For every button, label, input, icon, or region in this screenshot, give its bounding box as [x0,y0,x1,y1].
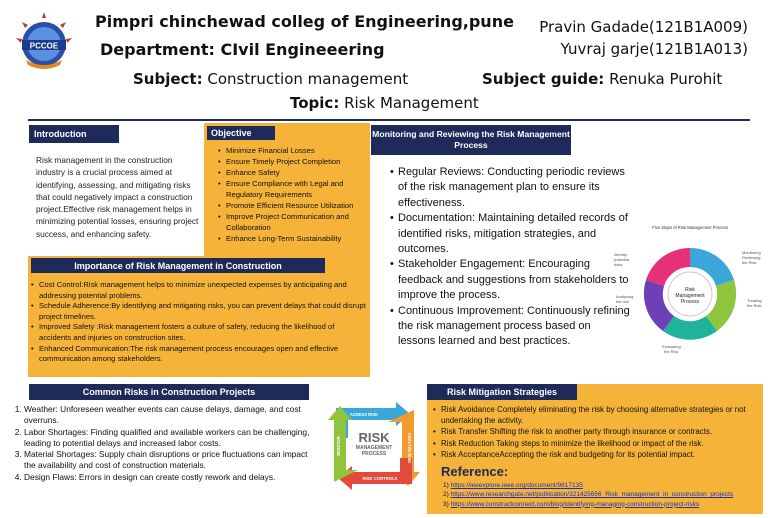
subject-line [133,70,408,88]
reference-link[interactable]: https://www.constructconnect.com/blog/identifying-managing-construction-project-risks [450,500,700,508]
monitoring-heading: Monitoring and Reviewing the Risk Management Process [371,125,571,155]
list-item: • Continuous Improvement: Continuously refining the risk management process based on lessons learned and best practices. [390,304,630,350]
list-item: • Regular Reviews: Conducting periodic reviews of the risk management plan to ensure its effectiveness. [390,165,630,211]
introduction-heading: Introduction [29,125,119,143]
diagram-step-analyse-2: the risk [616,299,629,304]
list-item: • Risk Reduction Taking steps to minimize the likelihood or impact of the risk. [433,438,761,449]
objective-heading: Objective [207,126,275,140]
list-item: • Enhanced Communication:The risk management process encourages open and effective communication among stakeholders. [31,344,367,365]
list-item: • Ensure Timely Project Completion [218,156,370,167]
cycle-center-2: MANAGEMENT [355,445,393,451]
common-risks-list [14,404,310,483]
reference-link[interactable]: https://ieeexplore.ieee.org/document/9817135 [450,482,583,489]
list-item: • Risk AcceptanceAccepting the risk and budgeting for its potential impact. [433,449,761,460]
monitoring-list [390,165,630,350]
student-1: Pravin Gadade(121B1A009) [539,18,748,36]
diagram-step-identify-3: risks [614,262,623,267]
mitigation-list [433,404,761,460]
cycle-center-3: PROCESS [361,451,387,457]
list-item: • Risk Transfer Shifting the risk to another party through insurance or contracts. [433,426,761,437]
list-item: • Enhance Safety [218,167,370,178]
reference-item [443,490,763,499]
reference-link[interactable]: https://www.researchgate.net/publication/321425656_Risk_management_in_construction_projects [450,491,734,499]
risk-process-diagram [612,222,767,354]
list-item: • Stakeholder Engagement: Encouraging feedback and suggestions from stakeholders to improve the process. [390,257,630,303]
diagram-step-monitor-3: the Risk [742,260,757,265]
list-item: 1. Weather: Unforeseen weather events can cause delays, damage, and cost overruns. [24,404,310,427]
diagram-step-monitor: Monitoring [742,250,761,255]
cycle-step-assess: ASSESS RISK [349,412,379,417]
list-item: • Minimize Financial Losses [218,145,370,156]
diagram-step-identify: Identify [614,252,627,257]
reference-number: 1) [443,482,449,489]
list-item: • Documentation: Maintaining detailed records of identified risks, mitigation strategies, and outcomes. [390,211,630,257]
common-risks-heading: Common Risks in Construction Projects [29,384,309,400]
list-item: • Schedule Adherence:By identifying and mitigating risks, you can prevent delays that could disrupt project timelines. [31,301,367,322]
list-item: • Cost Control:Risk management helps to minimize unexpected expenses by anticipating and addressing potential problems. [31,280,367,301]
college-name: Pimpri chinchewad colleg of Engineering,pune [95,12,514,31]
student-2: Yuvraj garje(121B1A013) [560,40,748,58]
diagram-center-2: Management [675,293,705,299]
diagram-center-3: Process [680,299,700,305]
list-item: • Promote Efficient Resource Utilization [218,200,370,211]
guide-line [482,70,722,88]
diagram-step-monitor-2: Reviewing [742,255,761,260]
guide-value: Renuka Purohit [609,70,723,88]
list-item: 4. Design Flaws: Errors in design can create costly rework and delays. [24,472,310,483]
mitigation-heading: Risk Mitigation Strategies [427,384,577,400]
logo-text: PCCOE [29,41,59,51]
diagram-step-treat-2: the Risk [747,303,762,308]
reference-item [443,500,763,509]
diagram-step-identify-2: potential [614,257,630,262]
cycle-step-controls: RISK CONTROLS [362,476,398,481]
department-name: Department: CIvil Engineeering [100,40,385,59]
list-item: • Improved Safety :Risk management fosters a culture of safety, reducing the likelihood of accidents and injuries on construction sites. [31,322,367,343]
subject-label: Subject: [133,70,203,88]
college-logo [12,10,76,74]
reference-number: 2) [443,491,449,499]
list-item: • Improve Project Communication and Collaboration [218,211,370,233]
diagram-step-evaluate-2: the Risk [664,349,679,354]
reference-item [443,481,763,490]
list-item: 3. Material Shortages: Supply chain disruptions or price fluctuations can impact the availability and cost of construction materials. [24,449,310,472]
introduction-text: Risk management in the construction industry is a crucial process aimed at identifying, assessing, and mitigating risks that could negatively impact a construction project.Effective risk management helps in minimizing potential losses, ensuring project success, and enhancing safety. [36,155,199,239]
risk-cycle-graphic [322,398,426,494]
subject-value: Construction management [207,70,409,88]
reference-list [443,481,763,509]
list-item: • Enhance Long-Term Sustainability [218,233,370,244]
diagram-step-evaluate: Evaluating [662,344,681,349]
student-names [539,16,748,60]
list-item: 2. Labor Shortages: Finding qualified and available workers can be challenging, leading to potential delays and increased labor costs. [24,427,310,450]
guide-label: Subject guide: [482,70,605,88]
header-divider [28,119,750,121]
cycle-center-1: RISK [358,430,390,445]
importance-list [31,280,367,365]
diagram-step-analyse: Analysing [616,294,634,299]
cycle-step-analyze: ANALYZE RISK [407,432,412,464]
diagram-title: Five Steps of Risk Management Process [652,225,728,230]
diagram-center-1: Risk [685,287,695,293]
reference-number: 3) [443,500,449,508]
list-item: • Ensure Compliance with Legal and Regulatory Requirements [218,178,370,200]
importance-heading: Importance of Risk Management in Construction [31,258,325,273]
diagram-step-treat: Treating [747,298,762,303]
objective-list [218,145,370,244]
topic-value: Risk Management [344,94,479,112]
list-item: • Risk Avoidance Completely eliminating the risk by choosing alternative strategies or not undertaking the activity. [433,404,761,426]
reference-heading: Reference: [441,464,509,479]
topic-line [290,94,479,112]
cycle-step-monitor: MONITOR [336,436,341,456]
topic-label: Topic: [290,94,340,112]
